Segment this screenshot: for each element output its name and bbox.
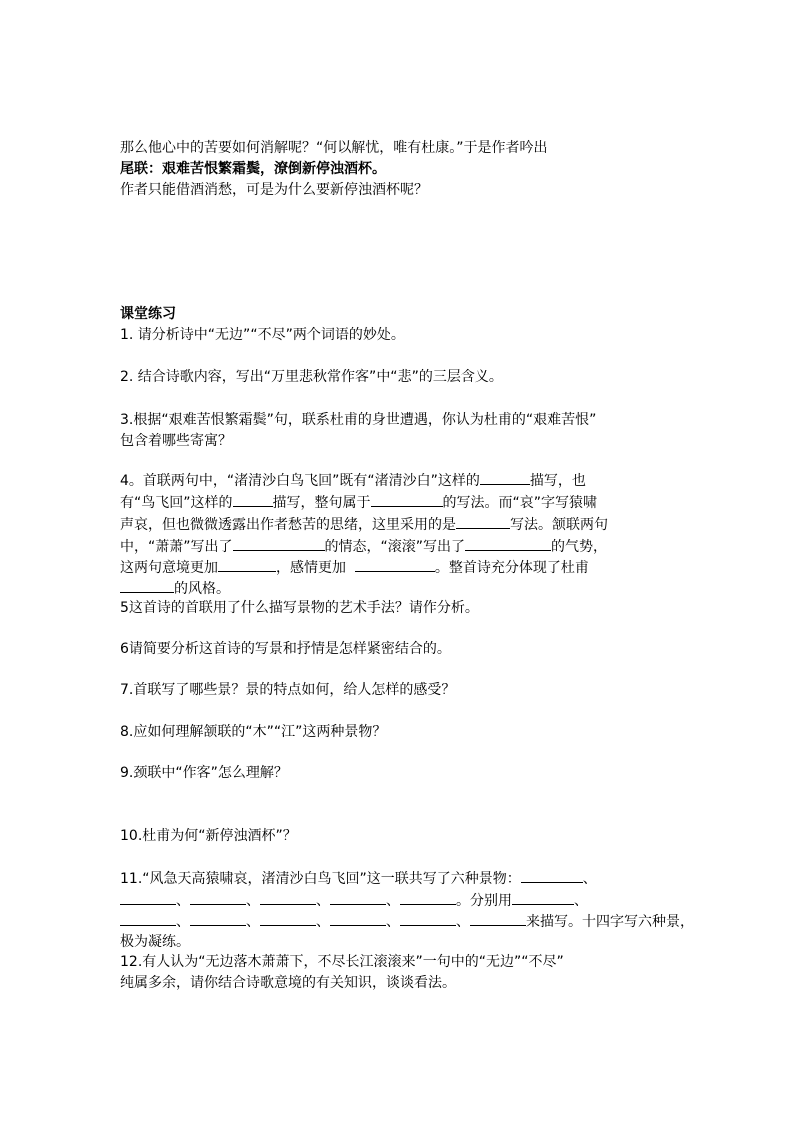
separator: 、: [456, 914, 470, 930]
intro-line-2-couplet: [120, 159, 680, 180]
question-12-text-2: 纯属多余，请你结合诗歌意境的有关知识，谈谈看法。: [120, 975, 456, 991]
question-11-line-2: [120, 890, 680, 912]
question-4-text-j: 的气势，: [551, 539, 608, 555]
answer-blank[interactable]: [218, 557, 276, 572]
question-3-line-2: [120, 431, 680, 452]
answer-blank[interactable]: [120, 578, 174, 593]
question-5-text: 5这首诗的首联用了什么描写景物的艺术手法？请作分析。: [120, 600, 479, 616]
intro-text-1: 那么他心中的苦要如何消解呢？“何以解忧，唯有杜康。”于是作者吟出: [120, 140, 548, 156]
question-1: [120, 325, 680, 346]
answer-blank[interactable]: [512, 890, 574, 905]
answer-blank[interactable]: [400, 911, 456, 926]
question-4-text-m: 。整首诗充分体现了杜甫: [434, 560, 589, 576]
answer-blank[interactable]: [330, 890, 386, 905]
question-4-line-4: [120, 536, 680, 558]
answer-blank[interactable]: [233, 492, 273, 507]
question-8-text: 8.应如何理解颔联的“木”“江”这两种景物？: [120, 724, 387, 740]
section-title: [120, 304, 680, 325]
separator: 、: [246, 893, 260, 909]
question-2: [120, 367, 680, 388]
question-4-text-l: ，感情更加: [276, 560, 346, 576]
answer-blank[interactable]: [465, 536, 551, 551]
answer-blank[interactable]: [260, 890, 316, 905]
intro-text-3: 作者只能借酒消愁，可是为什么要新停浊酒杯呢？: [120, 182, 428, 198]
separator: 、: [582, 871, 597, 887]
question-4-text-c: 有“鸟飞回”这样的: [120, 495, 233, 511]
separator: 、: [316, 914, 330, 930]
section-title-text: 课堂练习: [120, 306, 176, 322]
question-7: [120, 680, 680, 701]
question-4-line-1: [120, 470, 680, 492]
answer-blank[interactable]: [456, 514, 510, 529]
question-7-text: 7.首联写了哪些景？景的特点如何，给人怎样的感受？: [120, 682, 456, 698]
question-10-text: 10.杜甫为何“新停浊酒杯”？: [120, 828, 297, 844]
intro-line-1: [120, 138, 680, 159]
answer-blank[interactable]: [260, 911, 316, 926]
question-2-text: 2. 结合诗歌内容，写出“万里悲秋常作客”中“悲”的三层含义。: [120, 369, 503, 385]
intro-text-2: 尾联：艰难苦恨繁霜鬓，潦倒新停浊酒杯。: [120, 161, 386, 177]
question-4-text-h: 中，“萧萧”写出了: [120, 539, 233, 555]
answer-blank[interactable]: [355, 557, 435, 572]
question-4-text-b: 描写，也: [529, 473, 586, 489]
question-12-text-1: 12.有人认为“无边落木萧萧下，不尽长江滚滚来”一句中的“无边”“不尽”: [120, 954, 564, 970]
question-12-line-1: [120, 952, 680, 973]
question-1-text: 1. 请分析诗中“无边”“不尽”两个词语的妙处。: [120, 327, 405, 343]
answer-blank[interactable]: [233, 536, 325, 551]
question-4-line-6: [120, 578, 680, 600]
answer-blank[interactable]: [330, 911, 386, 926]
question-4-text-i: 的情态，“滚滚”写出了: [324, 539, 466, 555]
separator: 、: [386, 914, 400, 930]
separator: 、: [176, 893, 190, 909]
question-9: [120, 763, 680, 784]
answer-blank[interactable]: [470, 911, 526, 926]
question-4-text-a: 4。首联两句中，“渚清沙白鸟飞回”既有“渚清沙白”这样的: [120, 473, 480, 489]
question-4-line-5: [120, 557, 680, 579]
question-4-text-g: 写法。颔联两句: [510, 517, 608, 533]
answer-blank[interactable]: [371, 492, 443, 507]
question-11-text-a: 11.“风急天高猿啸哀，渚清沙白鸟飞回”这一联共写了六种景物：: [120, 871, 521, 887]
question-4-line-3: [120, 514, 680, 536]
question-3-line-1: [120, 410, 680, 431]
question-3-text-2: 包含着哪些寄寓？: [120, 433, 232, 449]
question-9-text: 9.颈联中“作客”怎么理解？: [120, 765, 288, 781]
question-4-text-n: 的风格。: [174, 581, 230, 597]
answer-blank[interactable]: [190, 911, 246, 926]
separator: 、: [316, 893, 330, 909]
question-4-text-k: 这两句意境更加: [120, 560, 218, 576]
question-11-line-3: [120, 911, 694, 933]
question-3-text-1: 3.根据“艰难苦恨繁霜鬓”句，联系杜甫的身世遭遇，你认为杜甫的“艰难苦恨”: [120, 412, 597, 428]
question-11-text-d: 极为凝练。: [120, 934, 190, 950]
answer-blank[interactable]: [400, 890, 456, 905]
separator: 、: [246, 914, 260, 930]
question-10: [120, 826, 680, 847]
question-12-line-2: [120, 973, 680, 994]
separator: 、: [176, 914, 190, 930]
question-4-text-f: 声哀，但也微微透露出作者愁苦的思绪，这里采用的是: [120, 517, 456, 533]
answer-blank[interactable]: [190, 890, 246, 905]
question-6-text: 6请简要分析这首诗的写景和抒情是怎样紧密结合的。: [120, 641, 451, 657]
question-11-line-4: [120, 932, 680, 953]
question-5: [120, 598, 680, 619]
question-4-text-e: 的写法。而“哀”字写猿啸: [442, 495, 598, 511]
question-6: [120, 639, 680, 660]
answer-blank[interactable]: [120, 911, 176, 926]
question-11-text-b: 。分别用: [456, 893, 512, 909]
answer-blank[interactable]: [521, 868, 583, 883]
separator: 、: [386, 893, 400, 909]
answer-blank[interactable]: [480, 470, 530, 485]
question-11-line-1: [120, 868, 680, 890]
separator: 、: [574, 893, 588, 909]
question-8: [120, 722, 680, 743]
intro-line-3: [120, 180, 680, 201]
question-4-line-2: [120, 492, 680, 514]
question-4-text-d: 描写，整句属于: [272, 495, 371, 511]
answer-blank[interactable]: [120, 890, 176, 905]
question-11-text-c: 来描写。十四字写六种景，: [526, 914, 694, 930]
